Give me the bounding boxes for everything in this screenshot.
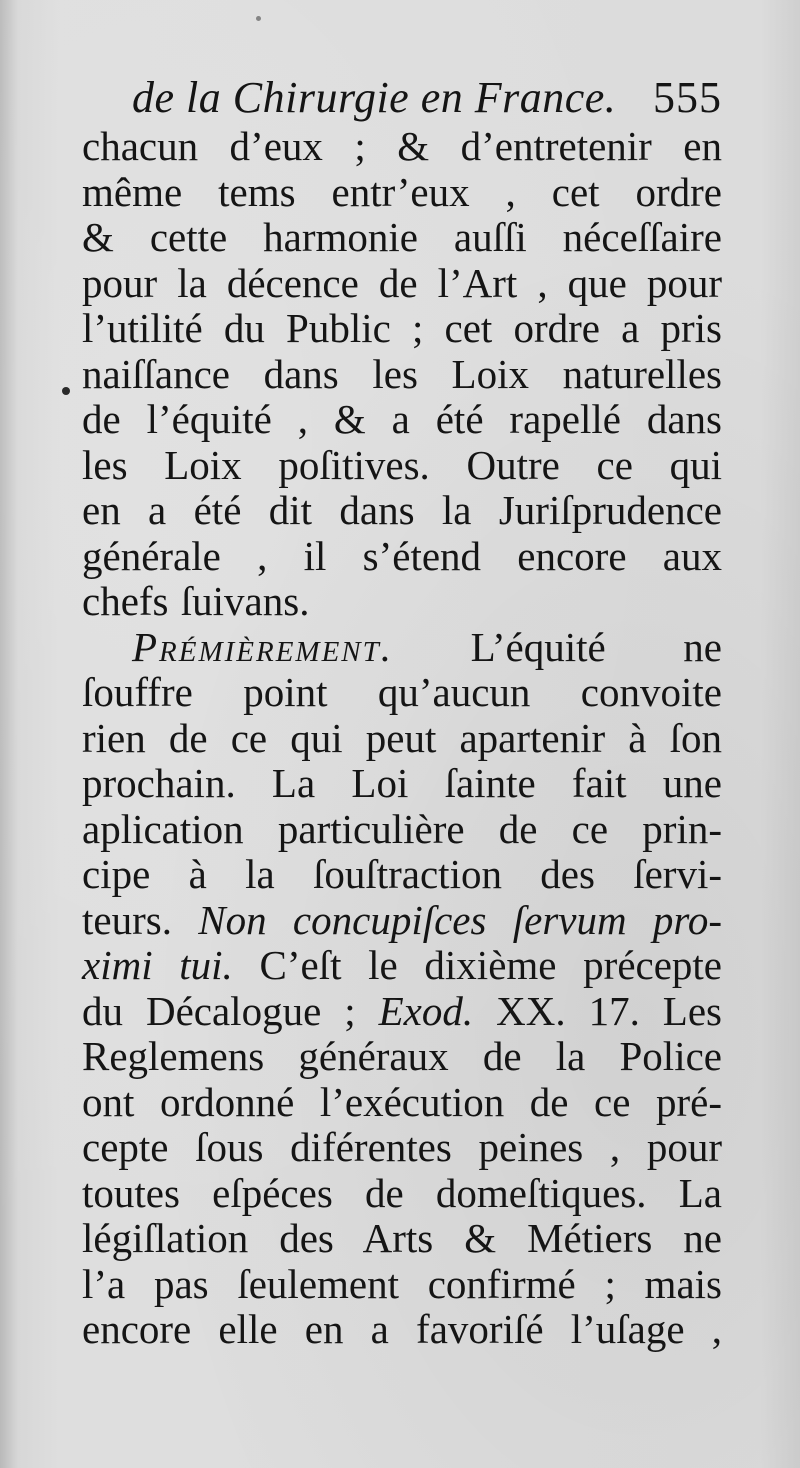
- text-line: [82, 625, 722, 671]
- text-line: [82, 670, 722, 716]
- text-span: ont ordonné l’exécution de ce pré-: [82, 1078, 722, 1125]
- text-span-ital: ximi tui.: [82, 942, 233, 988]
- text-span-ital: Exod.: [378, 987, 474, 1034]
- text-span: du Décalogue ;: [82, 987, 379, 1034]
- text-line: [82, 306, 722, 352]
- text-span: aplication particulière de ce prin-: [82, 805, 722, 852]
- text-span: même tems entr’eux , cet ordre: [82, 168, 722, 215]
- text-line: [82, 989, 722, 1035]
- text-span: encore elle en a favoriſé l’uſage ,: [82, 1306, 722, 1352]
- text-line: [82, 488, 722, 534]
- page-number: 555: [653, 73, 722, 122]
- text-line: [82, 1125, 722, 1171]
- text-line: [82, 124, 722, 170]
- text-line: [82, 1262, 722, 1308]
- text-span: teurs.: [82, 896, 199, 943]
- text-span: en a été dit dans la Juriſprudence: [82, 487, 722, 533]
- text-span: XX. 17. Les: [473, 987, 723, 1034]
- text-line: [82, 852, 722, 898]
- text-span: rien de ce qui peut apartenir à ſon: [82, 714, 722, 761]
- text-line: [82, 170, 722, 216]
- text-line: [82, 397, 722, 443]
- text-span: cepte ſous diférentes peines , pour: [82, 1124, 722, 1170]
- text-span: chacun d’eux ; & d’entretenir en: [82, 123, 722, 169]
- page-header: [132, 70, 722, 126]
- text-span: & cette harmonie auſſi néceſſaire: [82, 214, 722, 260]
- text-line: [82, 1171, 722, 1217]
- text-line: [82, 898, 722, 944]
- text-line: [82, 534, 722, 580]
- text-line: [82, 215, 722, 261]
- text-span: l’utilité du Public ; cet ordre a pris: [82, 305, 722, 351]
- text-span: L’équité ne: [393, 623, 722, 670]
- running-head: de la Chirurgie en France.: [132, 73, 617, 122]
- ink-speck: [256, 16, 261, 21]
- text-span: naiſſance dans les Loix naturelles: [82, 350, 722, 397]
- text-span: prochain. La Loi ſainte fait une: [82, 760, 722, 806]
- text-line: [82, 261, 722, 307]
- text-line: [82, 1307, 722, 1353]
- text-span: chefs ſuivans.: [82, 578, 310, 624]
- text-span: ſouffre point qu’aucun convoite: [82, 669, 722, 715]
- text-span: cipe à la ſouſtraction des ſervi-: [82, 851, 722, 897]
- text-span: pour la décence de l’Art , que pour: [82, 259, 722, 306]
- text-line: [82, 443, 722, 489]
- text-line: [82, 1080, 722, 1126]
- ink-speck: [62, 387, 70, 395]
- text-line: [82, 943, 722, 989]
- text-line: [82, 579, 722, 625]
- body-text: [82, 124, 722, 1353]
- text-span: Reglemens généraux de la Police: [82, 1033, 722, 1079]
- text-span: toutes eſpéces de domeſtiques. La: [82, 1169, 722, 1216]
- text-span: l’a pas ſeulement confirmé ; mais: [82, 1260, 722, 1307]
- text-line: [82, 716, 722, 762]
- text-span: légiſlation des Arts & Métiers ne: [82, 1215, 722, 1261]
- text-line: [82, 1216, 722, 1262]
- text-span: les Loix poſitives. Outre ce qui: [82, 441, 722, 488]
- text-line: [82, 761, 722, 807]
- text-span-smallcaps: Prémièrement.: [132, 623, 394, 670]
- text-line: [82, 1034, 722, 1080]
- text-line: [82, 807, 722, 853]
- text-span-ital: Non concupiſces ſervum pro-: [198, 896, 722, 943]
- text-span: de l’équité , & a été rapellé dans: [82, 396, 722, 442]
- text-span: C’eſt le dixième précepte: [232, 942, 722, 988]
- text-span: générale , il s’étend encore aux: [82, 532, 722, 579]
- text-line: [82, 352, 722, 398]
